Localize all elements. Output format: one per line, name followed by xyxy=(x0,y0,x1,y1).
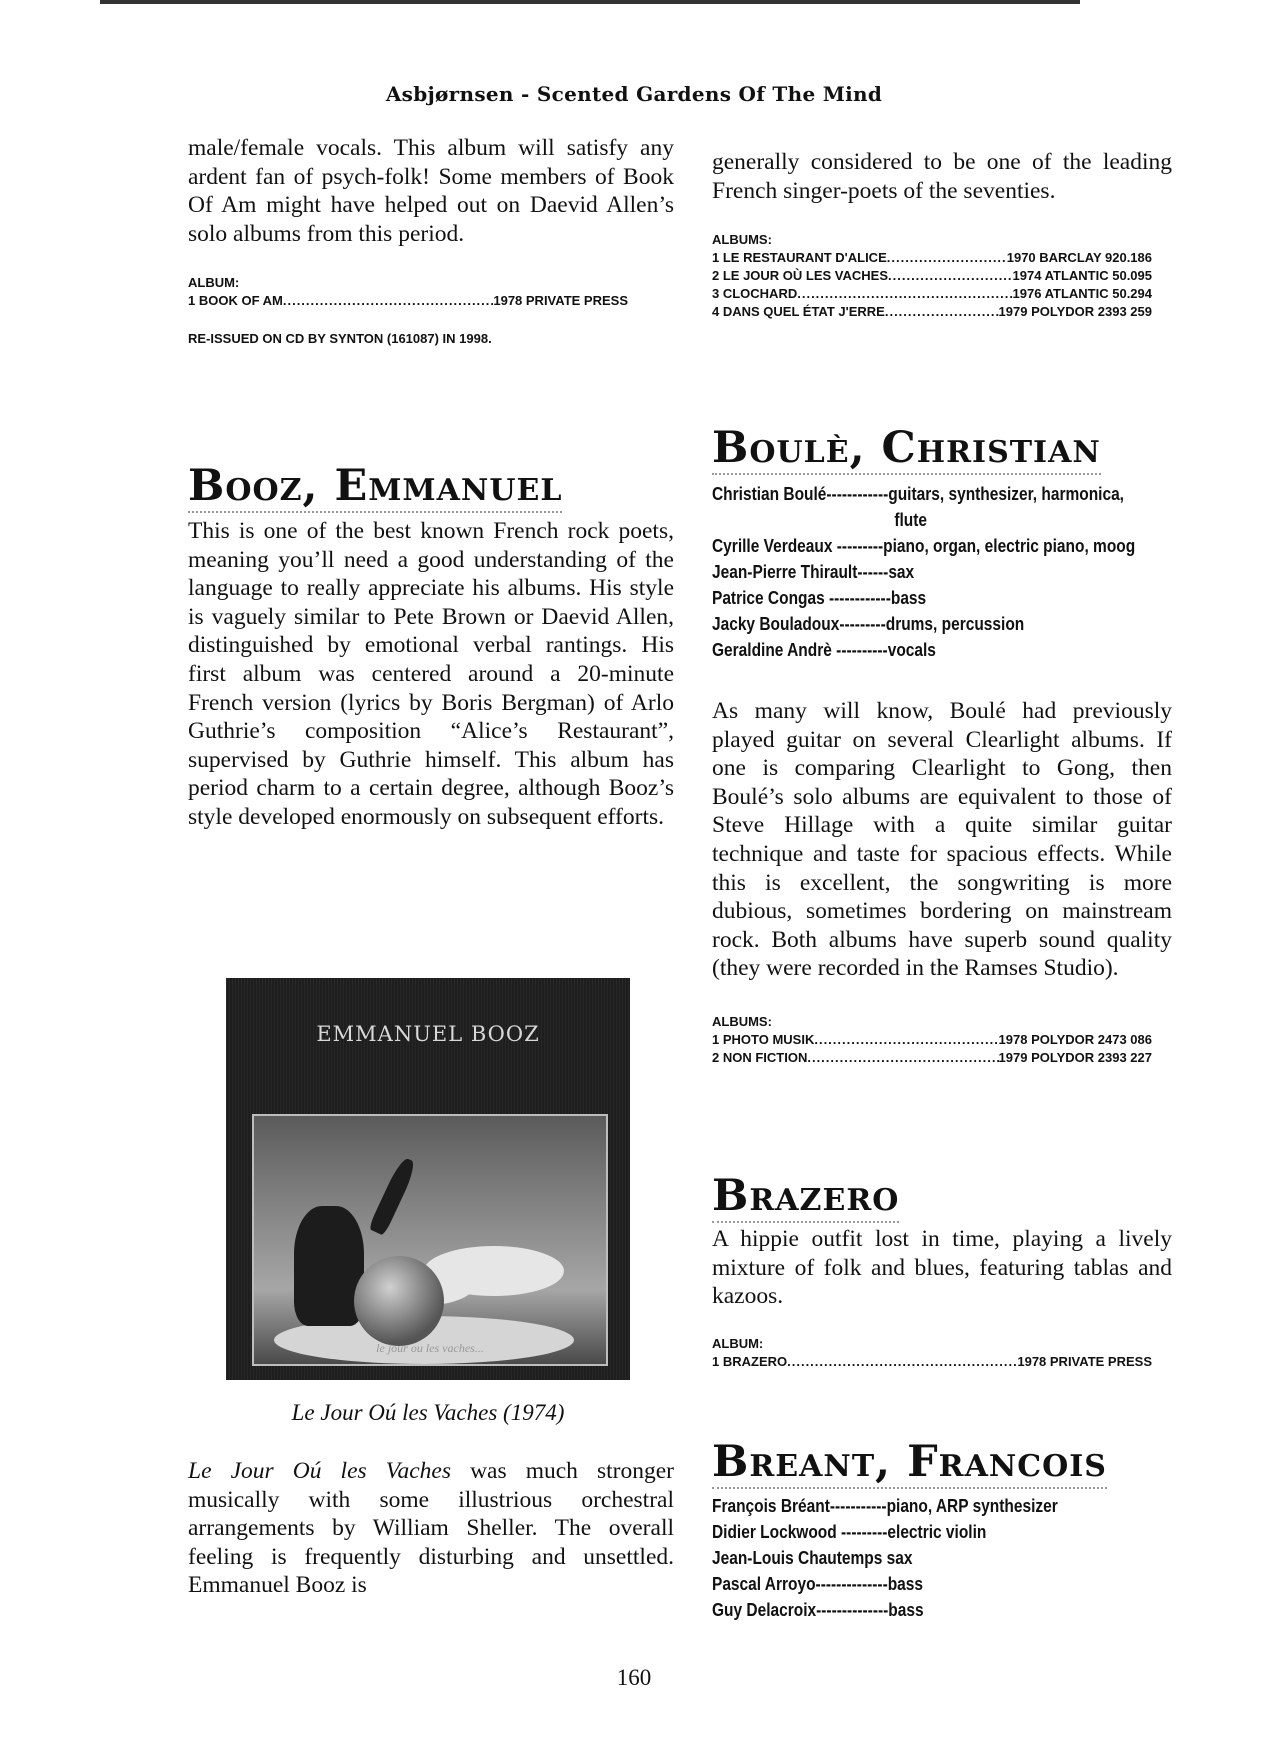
lineup-member: Cyrille Verdeaux ---------piano, organ, electric piano, moog xyxy=(712,536,1136,556)
album-entry: 1 BOOK OF AM ..... 1978 PRIVATE PRESS xyxy=(188,292,628,310)
left-column-top xyxy=(188,134,674,348)
intro-paragraph: male/female vocals. This album will satisfy any ardent fan of psych-folk! Some members of Book Of Am might have helped out on Daevid Allen’s solo albums from this period. xyxy=(188,135,674,247)
boule-entry xyxy=(712,424,1172,1067)
lineup-member: Guy Delacroix--------------bass xyxy=(712,1600,924,1620)
breant-lineup xyxy=(712,1493,1176,1623)
booz-discography xyxy=(712,231,1172,321)
lineup-member: Geraldine Andrè ----------vocals xyxy=(712,640,936,660)
running-header: Asbjørnsen - Scented Gardens Of The Mind xyxy=(385,82,883,106)
album-entry: 2 NON FICTION ..... 1979 POLYDOR 2393 227 xyxy=(712,1049,1152,1067)
disc-label: ALBUMS: xyxy=(712,232,772,248)
breant-heading: Breant, Francois xyxy=(712,1437,1107,1487)
album-cover-image xyxy=(226,978,630,1380)
brazero-discography xyxy=(712,1335,1172,1371)
boule-discography xyxy=(712,1013,1172,1067)
cover-artwork xyxy=(252,1114,608,1366)
lineup-member: Didier Lockwood ---------electric violin xyxy=(712,1522,987,1542)
reissue-note: RE-ISSUED ON CD BY SYNTON (161087) IN 1998. xyxy=(188,331,492,347)
album-entry: 4 DANS QUEL ÉTAT J'ERRE ..... 1979 POLYDOR 2393 259 xyxy=(712,303,1152,321)
disc-label: ALBUM: xyxy=(712,1335,764,1351)
cover-title: EMMANUEL BOOZ xyxy=(316,1022,540,1046)
brazero-heading: Brazero xyxy=(712,1171,900,1221)
album-entry: 2 LE JOUR OÙ LES VACHES ..... 1974 ATLANTIC 50.095 xyxy=(712,267,1152,285)
page-number: 160 xyxy=(616,1665,652,1690)
cover-subtitle: le jour ou les vaches... xyxy=(376,1341,484,1355)
booz-body-2: Le Jour Oú les Vaches was much stronger musically with some illustrious orchestral arrangements by William Sheller. The overall feeling is frequently disturbing and unsettled. Emmanuel Booz is xyxy=(188,1458,674,1599)
lineup-member: Christian Boulé------------guitars, synthesizer, harmonica, xyxy=(712,484,1124,504)
boule-body: As many will know, Boulé had previously played guitar on several Clearlight albums. If one is comparing Clearlight to Gong, then Boulé’s solo albums are equivalent to those of Steve Hillage with a quite similar guitar technique and taste for spacious effects. While this is excellent, the songwriting is more dubious, sometimes bordering on mainstream rock. Both albums have superb sound quality (they were recorded in the Ramses Studio). xyxy=(712,698,1172,982)
booz-body: This is one of the best known French rock poets, meaning you’ll need a good understanding of the language to really appreciate his albums. His style is vaguely similar to Pete Brown or Daevid Allen, distinguished by emotional verbal rantings. His first album was centered around a 20-minute French version (lyrics by Boris Bergman) of Arlo Guthrie’s composition “Alice’s Restaurant”, supervised by Guthrie himself. This album has period charm to a certain degree, although Booz’s style developed enormously on subsequent efforts. xyxy=(188,518,674,830)
album-entry: 1 PHOTO MUSIK ..... 1978 POLYDOR 2473 086 xyxy=(712,1031,1152,1049)
boule-heading: Boulè, Christian xyxy=(712,423,1101,473)
lineup-member: Jean-Pierre Thirault------sax xyxy=(712,562,915,582)
album-entry: 3 CLOCHARD ..... 1976 ATLANTIC 50.294 xyxy=(712,285,1152,303)
breant-entry xyxy=(712,1438,1172,1623)
book-of-am-discography xyxy=(188,274,674,348)
lineup-member: Jacky Bouladoux---------drums, percussion xyxy=(712,614,1025,634)
brazero-entry xyxy=(712,1172,1172,1371)
boule-lineup xyxy=(712,481,1176,663)
lineup-member: Patrice Congas ------------bass xyxy=(712,588,927,608)
disc-label: ALBUM: xyxy=(188,275,240,291)
album-entry: 1 LE RESTAURANT D'ALICE ..... 1970 BARCLAY 920.186 xyxy=(712,249,1152,267)
top-rule xyxy=(100,0,1080,4)
lineup-member: Pascal Arroyo--------------bass xyxy=(712,1574,924,1594)
lineup-member: François Bréant-----------piano, ARP synthesizer xyxy=(712,1496,1058,1516)
brazero-body: A hippie outfit lost in time, playing a lively mixture of folk and blues, featuring tablas and kazoos. xyxy=(712,1226,1172,1310)
booz-paragraph-continued: generally considered to be one of the leading French singer-poets of the seventies. xyxy=(712,149,1172,204)
disc-label: ALBUMS: xyxy=(712,1013,772,1029)
lineup-member: Jean-Louis Chautemps sax xyxy=(712,1548,913,1568)
booz-entry xyxy=(188,462,674,832)
album-entry: 1 BRAZERO ..... 1978 PRIVATE PRESS xyxy=(712,1353,1152,1371)
album-caption: Le Jour Oú les Vaches (1974) xyxy=(291,1400,565,1425)
right-column-top xyxy=(712,148,1172,321)
booz-heading: Booz, Emmanuel xyxy=(188,461,563,511)
lineup-member: flute xyxy=(894,510,927,530)
booz-continued xyxy=(188,1457,674,1600)
